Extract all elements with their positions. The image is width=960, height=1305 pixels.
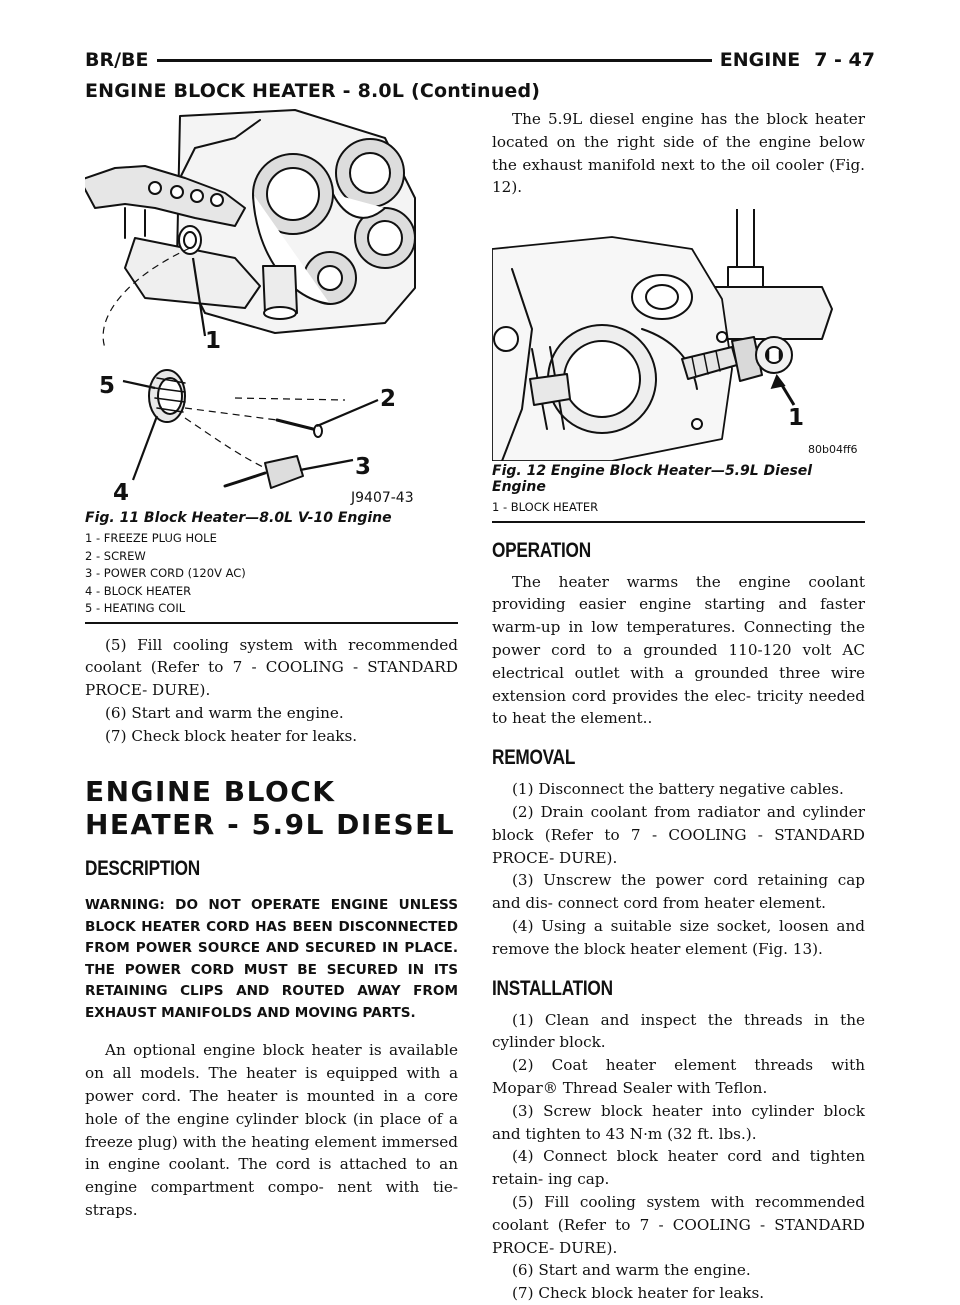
fig12-drawing-code: 80b04ff6	[808, 443, 858, 457]
left-steps	[85, 634, 458, 748]
step-item: (4) Using a suitable size socket, loosen and remove the block heater element (Fig. 13).	[492, 917, 865, 958]
step-item: (2) Drain coolant from radiator and cylinder block (Refer to 7 - COOLING - STANDARD PROCE- DURE).	[492, 803, 865, 867]
block-heater-diesel-illustration	[492, 209, 865, 461]
left-column	[85, 108, 458, 1222]
fig11-callout-5: 5	[99, 373, 116, 399]
figure-12	[492, 209, 865, 523]
fig11-title: Fig. 11 Block Heater—8.0L V-10 Engine	[85, 510, 392, 526]
step-item: (6) Start and warm the engine.	[512, 1261, 751, 1280]
step-item: (3) Unscrew the power cord retaining cap and dis- connect cord from heater element.	[492, 871, 865, 913]
fig11-rule	[85, 622, 458, 624]
removal-steps	[492, 778, 865, 960]
right-column	[492, 108, 865, 1305]
header-page-number: 7 - 47	[814, 49, 875, 71]
installation-heading: INSTALLATION	[492, 976, 613, 1000]
header-section: ENGINE	[719, 49, 801, 71]
fig11-callout-1: 1	[205, 328, 222, 354]
fig12-callout-1: 1	[788, 405, 805, 432]
fig11-legend	[85, 530, 458, 618]
legend-item: 5 - HEATING COIL	[85, 601, 186, 615]
step-item: (7) Check block heater for leaks.	[512, 1284, 765, 1303]
step-item: (1) Clean and inspect the threads in the cylinder block.	[492, 1010, 865, 1052]
main-heading: ENGINE BLOCK HEATER - 5.9L DIESEL	[85, 775, 456, 842]
block-heater-8l-illustration	[85, 108, 458, 508]
legend-item: 3 - POWER CORD (120V AC)	[85, 566, 246, 580]
step-item: (5) Fill cooling system with recommended coolant (Refer to 7 - COOLING - STANDARD PROCE- DURE).	[492, 1193, 865, 1257]
header-section-and-page	[720, 49, 875, 71]
fig12-rule	[492, 521, 865, 523]
installation-steps	[492, 1009, 865, 1305]
figure-11	[85, 108, 458, 624]
step-item: (7) Check block heater for leaks.	[105, 726, 358, 745]
step-item: (3) Screw block heater into cylinder block and tighten to 43 N·m (32 ft. lbs.).	[492, 1101, 865, 1143]
description-body: An optional engine block heater is available on all models. The heater is equipped with a power cord. The heater is mounted in a core hole of the engine cylinder block (in place of a freeze plug) with the heating element immersed in engine coolant. The cord is attached to an engine compartment compo- nent with tie-straps.	[85, 1041, 458, 1220]
step-item: (6) Start and warm the engine.	[105, 703, 344, 722]
step-item: (2) Coat heater element threads with Mopar® Thread Sealer with Teflon.	[492, 1056, 865, 1098]
fig12-title: Fig. 12 Engine Block Heater—5.9L Diesel Engine	[492, 463, 813, 496]
step-item: (1) Disconnect the battery negative cables.	[512, 780, 844, 799]
continued-title: ENGINE BLOCK HEATER - 8.0L (Continued)	[85, 80, 541, 102]
operation-heading: OPERATION	[492, 538, 591, 562]
operation-body: The heater warms the engine coolant providing easier engine starting and faster warm-up in low temperatures. Connecting the power cord to a grounded 110-120 volt AC electrical outlet with a grounded three wire extension cord provides the elec- tricity needed to heat the element..	[492, 572, 865, 728]
warning-text: WARNING: DO NOT OPERATE ENGINE UNLESS BLOCK HEATER CORD HAS BEEN DISCONNECTED FROM POWER SOURCE AND SECURED IN PLACE. THE POWER CORD MUST BE SECURED IN ITS RETAINING CLIPS AND ROUTED AWAY FROM EXHAUST MANIFOLDS AND MOVING PARTS.	[85, 897, 458, 1021]
step-item: (5) Fill cooling system with recommended coolant (Refer to 7 - COOLING - STANDARD PROCE- DURE).	[85, 635, 458, 700]
removal-heading: REMOVAL	[492, 746, 576, 770]
header-model: BR/BE	[85, 49, 149, 71]
diesel-location-text: The 5.9L diesel engine has the block heater located on the right side of the engine below the exhaust manifold next to the oil cooler (Fig. 12).	[492, 110, 865, 197]
description-heading: DESCRIPTION	[85, 857, 200, 881]
fig11-callout-4: 4	[113, 480, 130, 506]
page-header	[85, 46, 875, 74]
legend-item: 1 - FREEZE PLUG HOLE	[85, 531, 217, 545]
fig11-callout-3: 3	[355, 454, 372, 480]
fig11-callout-2: 2	[380, 386, 397, 412]
legend-item: 1 - BLOCK HEATER	[492, 500, 599, 515]
legend-item: 4 - BLOCK HEATER	[85, 583, 192, 598]
legend-item: 2 - SCREW	[85, 548, 146, 563]
header-rule	[157, 59, 712, 62]
step-item: (4) Connect block heater cord and tighten retain- ing cap.	[492, 1147, 865, 1189]
fig11-drawing-code: J9407-43	[351, 490, 414, 506]
fig12-legend	[492, 499, 865, 517]
